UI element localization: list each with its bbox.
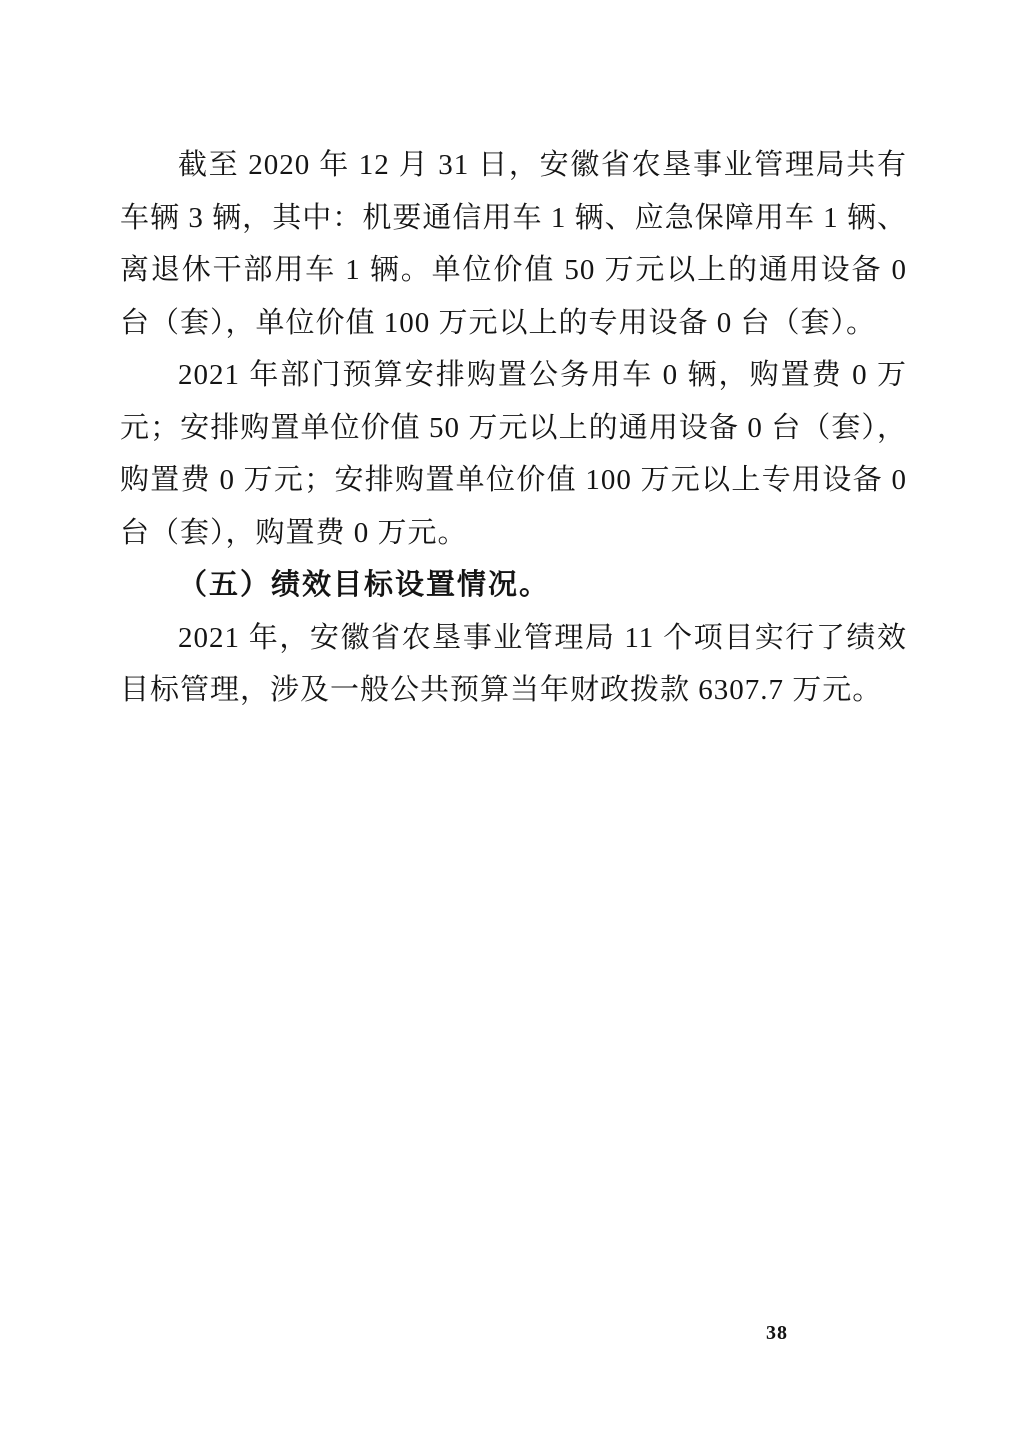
paragraph-vehicles: 截至 2020 年 12 月 31 日，安徽省农垦事业管理局共有车辆 3 辆，其中：机要通信用车 1 辆、应急保障用车 1 辆、离退休干部用车 1 辆。单位价值 50 万元以上的通用设备 0 台（套），单位价值 100 万元以上的专用设备 0 台（套）。: [120, 149, 907, 339]
section-heading: （五）绩效目标设置情况。: [178, 569, 551, 601]
paragraph-budget-2021: 2021 年部门预算安排购置公务用车 0 辆，购置费 0 万元；安排购置单位价值 50 万元以上的通用设备 0 台（套），购置费 0 万元；安排购置单位价值 100 万元以上专用设备 0 台（套），购置费 0 万元。: [120, 359, 907, 549]
page-number: 38: [766, 1322, 788, 1344]
document-body: [120, 139, 907, 717]
paragraph-performance: 2021 年，安徽省农垦事业管理局 11 个项目实行了绩效目标管理，涉及一般公共预算当年财政拨款 6307.7 万元。: [120, 621, 907, 706]
